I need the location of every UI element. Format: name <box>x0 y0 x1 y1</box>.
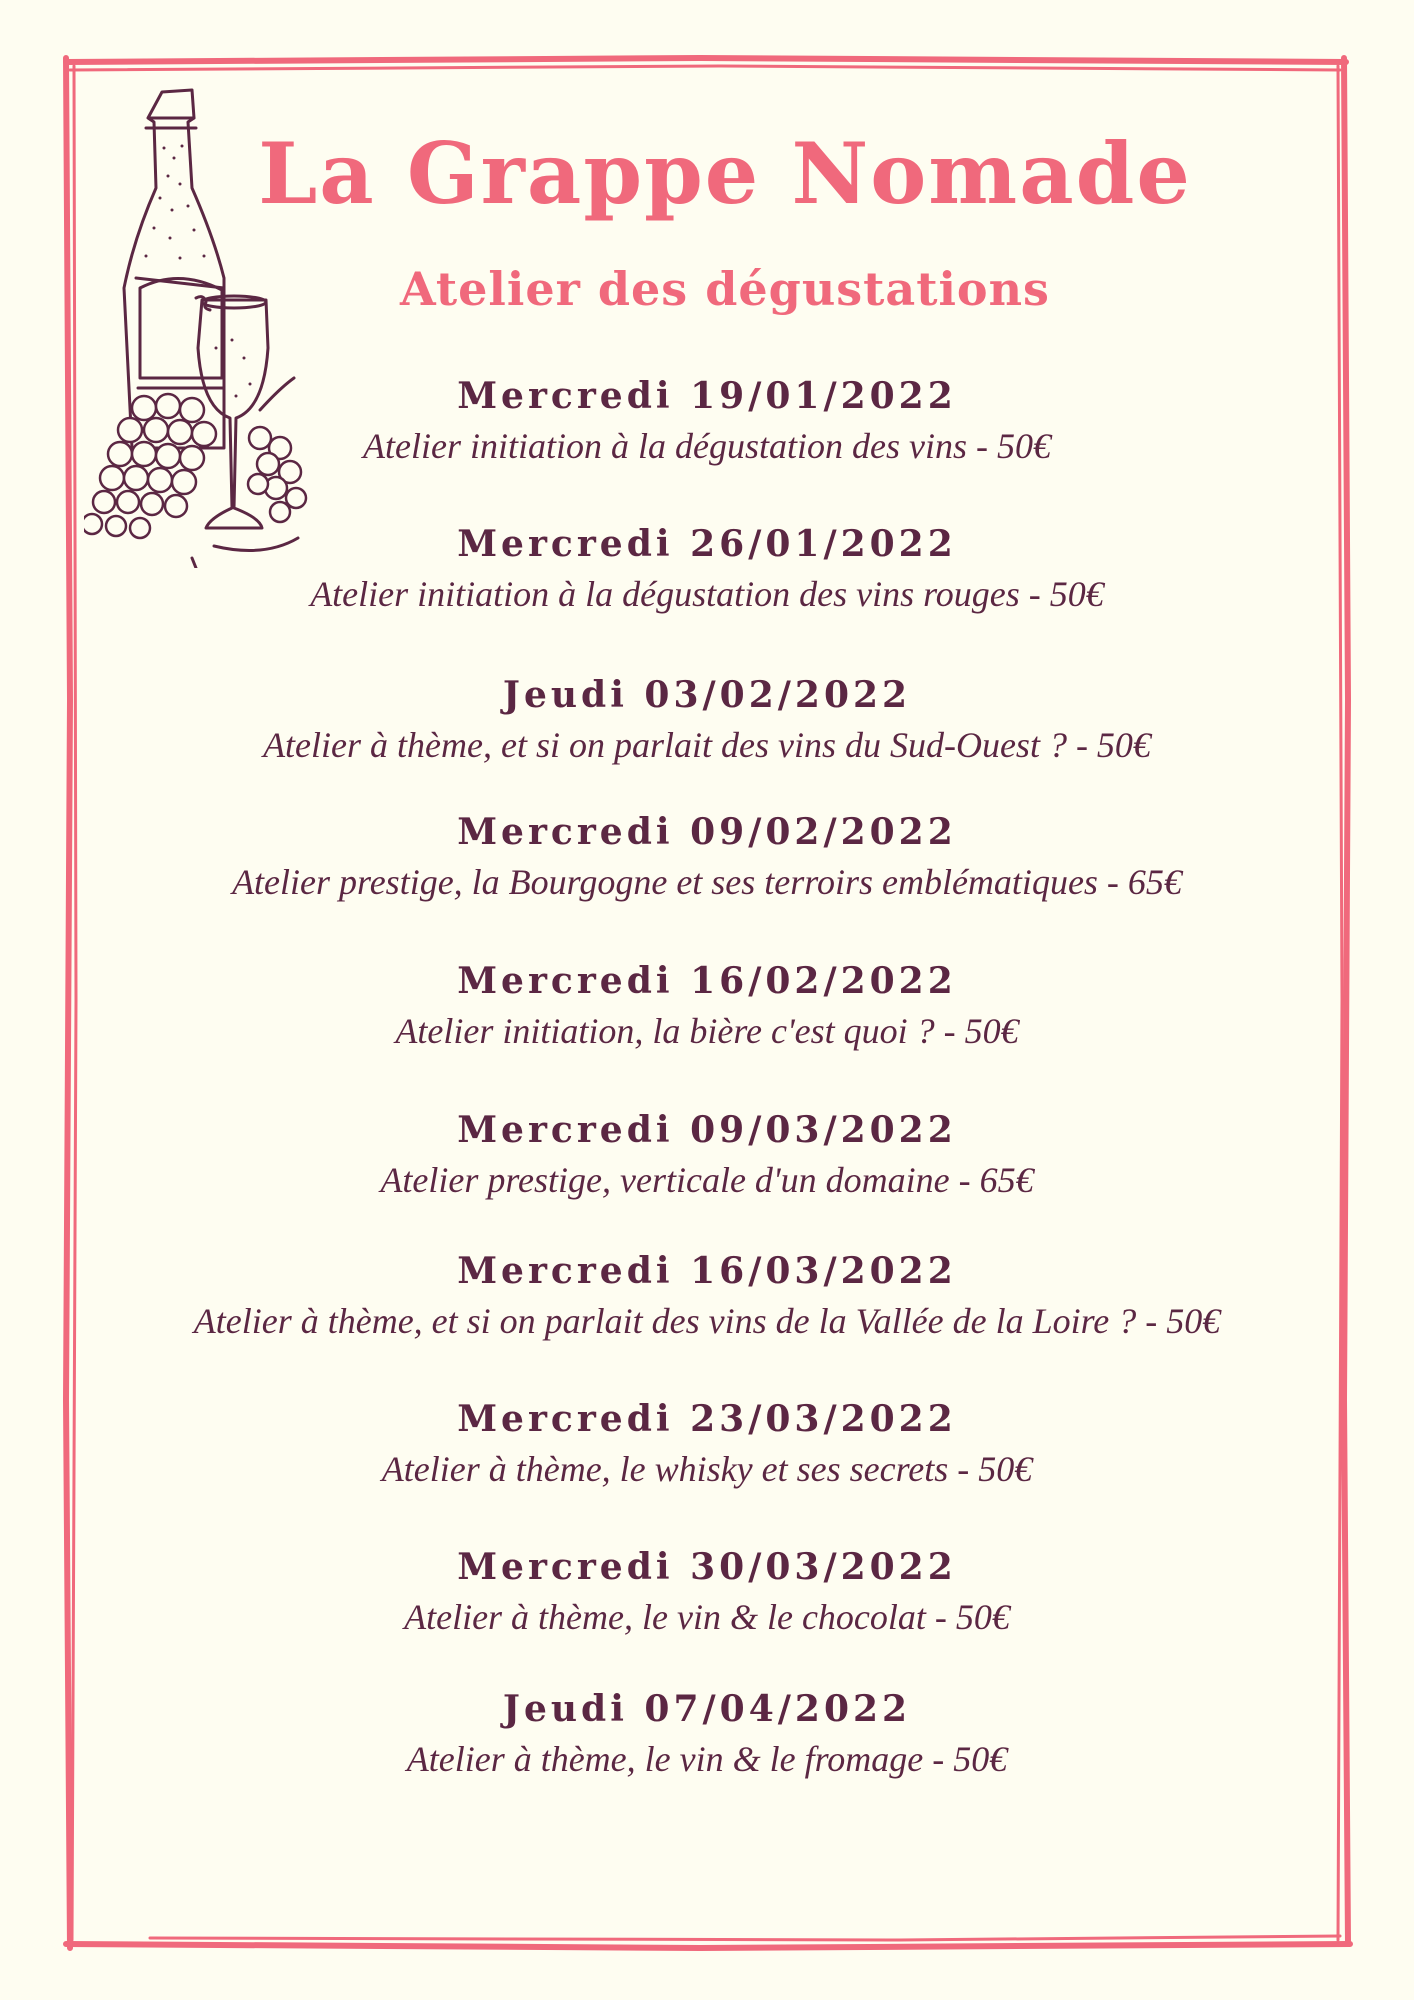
event-description: Atelier à thème, et si on parlait des vins de la Vallée de la Loire ? - 50€ <box>193 1301 1221 1341</box>
event-date: Mercredi 19/01/2022 <box>457 375 957 417</box>
event-description: Atelier à thème, le vin & le chocolat - 50€ <box>404 1597 1010 1637</box>
event-date: Jeudi 07/04/2022 <box>502 1688 912 1730</box>
event-date: Mercredi 30/03/2022 <box>457 1546 957 1588</box>
event-date: Jeudi 03/02/2022 <box>502 674 912 716</box>
event-item <box>0 1104 1414 1204</box>
event-description: Atelier à thème, le whisky et ses secrets - 50€ <box>381 1449 1033 1489</box>
event-description: Atelier initiation, la bière c'est quoi ? - 50€ <box>395 1011 1019 1051</box>
event-date: Mercredi 09/02/2022 <box>457 811 957 853</box>
event-description: Atelier à thème, et si on parlait des vins du Sud-Ouest ? - 50€ <box>263 725 1151 765</box>
event-item <box>0 1541 1414 1641</box>
event-item <box>0 806 1414 906</box>
page-title: La Grappe Nomade <box>258 124 1192 223</box>
event-date: Mercredi 16/02/2022 <box>457 960 957 1002</box>
event-description: Atelier à thème, le vin & le fromage - 50€ <box>406 1739 1008 1779</box>
event-item <box>0 518 1414 618</box>
event-item <box>0 1245 1414 1345</box>
event-date: Mercredi 16/03/2022 <box>457 1250 957 1292</box>
event-item <box>0 955 1414 1055</box>
event-item <box>0 669 1414 769</box>
page-subtitle: Atelier des dégustations <box>400 262 1050 316</box>
event-description: Atelier initiation à la dégustation des vins rouges - 50€ <box>310 574 1104 614</box>
event-item <box>0 1683 1414 1783</box>
event-item <box>0 1393 1414 1493</box>
event-description: Atelier prestige, la Bourgogne et ses terroirs emblématiques - 65€ <box>232 862 1182 902</box>
event-date: Mercredi 09/03/2022 <box>457 1109 957 1151</box>
event-description: Atelier prestige, verticale d'un domaine - 65€ <box>380 1160 1034 1200</box>
event-item <box>0 370 1414 470</box>
event-date: Mercredi 23/03/2022 <box>457 1398 957 1440</box>
event-date: Mercredi 26/01/2022 <box>457 523 957 565</box>
event-description: Atelier initiation à la dégustation des vins - 50€ <box>363 426 1051 466</box>
